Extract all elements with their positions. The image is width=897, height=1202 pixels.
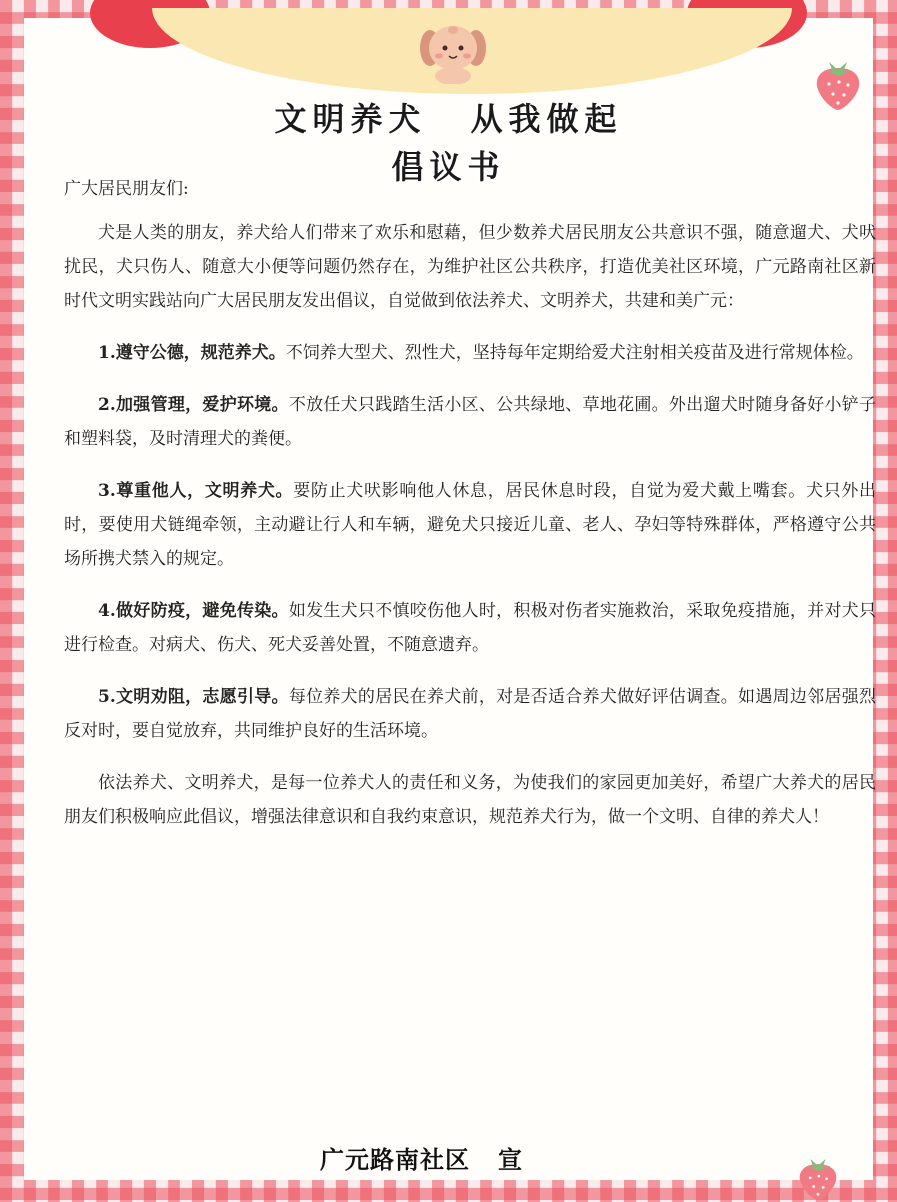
bunny-mascot-icon [416,18,490,84]
item-5-heading: 5.文明劝阻，志愿引导。 [98,687,289,707]
item-1-body: 不饲养大型犬、烈性犬，坚持每年定期给爱犬注射相关疫苗及进行常规体检。 [285,343,864,363]
poster-title-line2: 倡议书 [391,148,506,186]
item-4-body: 如发生犬只不慎咬伤他人时，积极对伤者实施救治，采取免疫措施，并对犬只进行检查。对病犬、伤犬、死犬妥善处置，不随意遗弃。 [64,601,876,655]
item-3-body: 要防止犬吠影响他人休息，居民休息时段，自觉为爱犬戴上嘴套。犬只外出时，要使用犬链绳牵领，主动避让行人和车辆，避免犬只接近儿童、老人、孕妇等特殊群体，严格遵守公共场所携犬禁入的规定。 [64,481,877,569]
strawberry-icon [793,1152,843,1202]
item-2-body: 不放任犬只践踏生活小区、公共绿地、草地花圃。外出遛犬时随身备好小铲子和塑料袋，及时清理犬的粪便。 [64,395,876,449]
closing-paragraph: 依法养犬、文明养犬，是每一位养犬人的责任和义务，为使我们的家园更加美好，希望广大养犬的居民朋友们积极响应此倡议，增强法律意识和自我约束意识，规范养犬行为，做一个文明、自律的养犬人！ [64,773,876,827]
item-4 [64,594,876,662]
item-4-heading: 4.做好防疫，避免传染。 [98,601,289,621]
item-3-heading: 3.尊重他人，文明养犬。 [98,481,294,501]
poster-title-line1 [24,94,873,140]
item-2 [64,388,876,456]
item-5-body: 每位养犬的居民在养犬前，对是否适合养犬做好评估调查。如遇周边邻居强烈反对时，要自觉放弃，共同维护良好的生活环境。 [64,687,876,741]
proposal-body [64,172,876,834]
signature-suffix: 宣 [498,1145,523,1174]
title-part1: 文明养犬 [274,100,427,138]
signature-org: 广元路南社区 [320,1145,470,1174]
item-1-heading: 1.遵守公德，规范养犬。 [98,343,286,363]
poster-paper [24,18,877,1180]
item-1 [64,336,876,370]
title-part2: 从我做起 [470,100,623,138]
item-5 [64,680,876,748]
signature [320,1140,523,1175]
greeting: 广大居民朋友们: [64,179,189,199]
intro-paragraph: 犬是人类的朋友，养犬给人们带来了欢乐和慰藉，但少数养犬居民朋友公共意识不强，随意遛犬、犬吠扰民，犬只伤人、随意大小便等问题仍然存在，为维护社区公共秩序，打造优美社区环境，广元路南社区新时代文明实践站向广大居民朋友发出倡议，自觉做到依法养犬、文明养犬，共建和美广元： [64,223,876,311]
item-3 [64,474,876,576]
item-2-heading: 2.加强管理，爱护环境。 [98,395,289,415]
